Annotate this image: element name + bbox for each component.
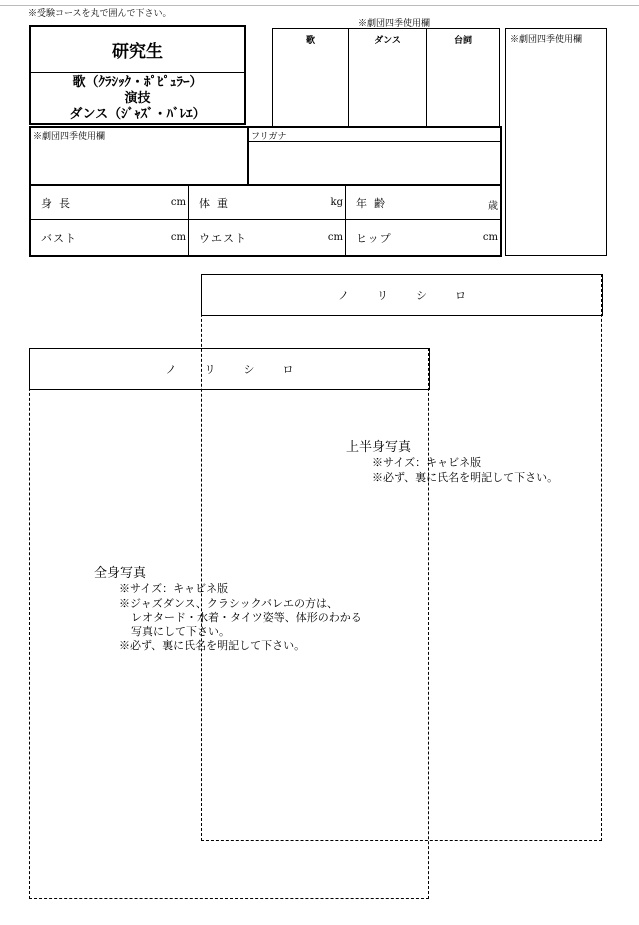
age-label: 年齢 xyxy=(356,197,392,210)
full-photo-note: レオタード・水着・タイツ姿等、体形のわかる xyxy=(131,611,362,624)
staff-col-header: 歌 xyxy=(305,36,315,46)
glue-char: ロ xyxy=(455,289,466,302)
glue-margin-label xyxy=(30,361,429,377)
weight-unit: kg xyxy=(330,197,343,208)
bust-label: バスト xyxy=(41,232,77,245)
full-photo-note: ※サイズ：キャビネ版 xyxy=(119,582,229,595)
age-field[interactable] xyxy=(346,185,500,219)
glue-margin-label xyxy=(202,287,602,303)
height-field[interactable] xyxy=(31,185,189,219)
upper-photo-note: ※必ず、裏に氏名を明記して下さい。 xyxy=(372,471,559,484)
furigana-label: フリガナ xyxy=(251,132,287,142)
upper-photo-title: 上半身写真 xyxy=(346,440,412,455)
glue-margin xyxy=(29,348,430,390)
bust-field[interactable] xyxy=(31,220,189,255)
hip-label: ヒップ xyxy=(356,232,392,245)
course-title: 研究生 xyxy=(31,27,244,73)
glue-char: ノ xyxy=(338,289,349,302)
glue-char: シ xyxy=(416,289,427,302)
full-photo-note: 写真にして下さい。 xyxy=(131,625,230,638)
waist-unit: cm xyxy=(327,232,343,243)
glue-char: リ xyxy=(204,363,216,376)
name-field-box[interactable] xyxy=(247,126,502,186)
hip-field[interactable] xyxy=(346,220,500,255)
staff-use-label: ※劇団四季使用欄 xyxy=(33,132,106,142)
glue-char: リ xyxy=(377,289,388,302)
course-option-acting[interactable]: 演技 xyxy=(124,91,151,106)
glue-margin xyxy=(201,274,603,316)
weight-label: 体重 xyxy=(199,197,235,210)
staff-use-box-right xyxy=(505,28,607,256)
weight-field[interactable] xyxy=(189,185,346,219)
staff-cell-dance xyxy=(349,29,427,126)
staff-cell-lines xyxy=(427,29,499,126)
staff-use-label: ※劇団四季使用欄 xyxy=(510,35,583,45)
measurements-row xyxy=(31,220,500,255)
staff-col-header: 台詞 xyxy=(453,36,472,46)
course-option-dance[interactable]: ダンス（ｼﾞｬｽﾞ・ﾊﾞﾚｴ） xyxy=(69,107,206,122)
staff-use-label: ※劇団四季使用欄 xyxy=(358,19,431,29)
upper-photo-note: ※サイズ：キャビネ版 xyxy=(372,456,482,469)
waist-field[interactable] xyxy=(189,220,346,255)
glue-char: ノ xyxy=(165,363,177,376)
hip-unit: cm xyxy=(482,232,498,243)
glue-char: ロ xyxy=(282,363,294,376)
staff-col-header: ダンス xyxy=(374,36,401,46)
height-label: 身長 xyxy=(41,197,77,210)
full-photo-note: ※必ず、裏に氏名を明記して下さい。 xyxy=(119,639,306,652)
age-unit: 歳 xyxy=(488,201,498,212)
furigana-divider xyxy=(247,141,500,142)
staff-evaluation-table xyxy=(272,28,500,127)
course-box xyxy=(29,25,246,125)
full-photo-note: ※ジャズダンス、クラシックバレエの方は、 xyxy=(119,597,339,610)
staff-use-box-left xyxy=(29,126,249,186)
glue-char: シ xyxy=(243,363,255,376)
measurements-table xyxy=(29,185,502,257)
staff-cell-song xyxy=(273,29,349,126)
bust-unit: cm xyxy=(170,232,186,243)
waist-label: ウエスト xyxy=(199,232,247,245)
height-unit: cm xyxy=(170,197,186,208)
measurements-row xyxy=(31,185,500,220)
full-photo-title: 全身写真 xyxy=(94,566,147,581)
course-option-song[interactable]: 歌（ｸﾗｼｯｸ・ﾎﾟﾋﾟｭﾗｰ） xyxy=(72,75,203,90)
course-instruction: ※受験コースを丸で囲んで下さい。 xyxy=(28,9,172,19)
